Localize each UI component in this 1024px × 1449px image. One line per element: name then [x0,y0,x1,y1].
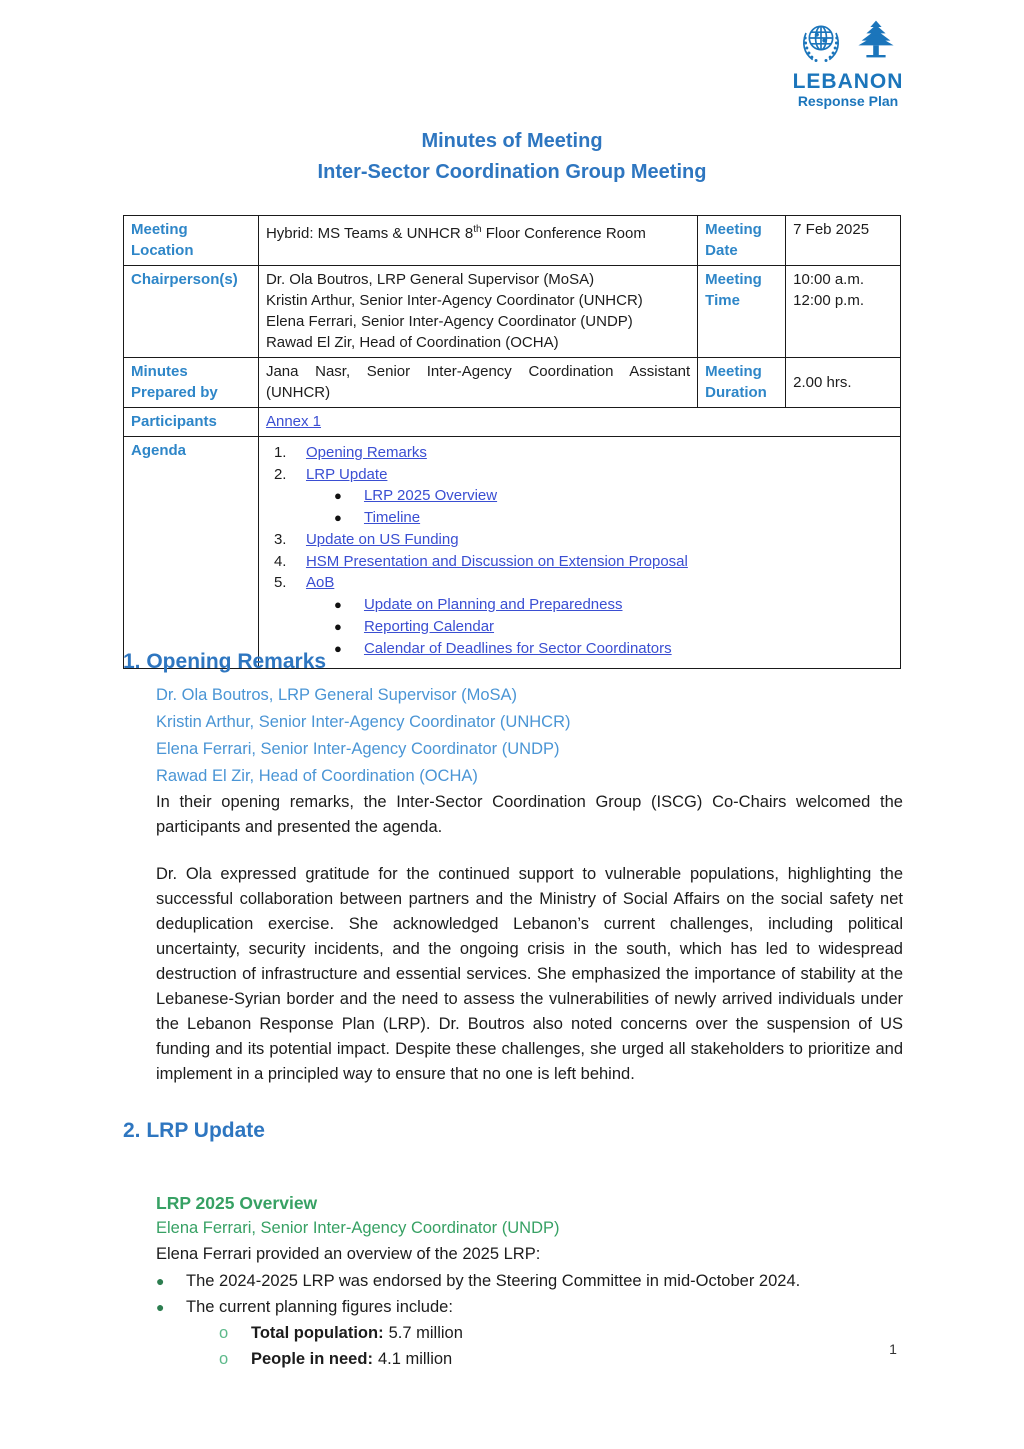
participants-value [258,408,900,437]
lrp-overview-subheading: LRP 2025 Overview [156,1193,318,1213]
participants-label: Participants [124,408,259,437]
speaker-line: Rawad El Zir, Head of Coordination (OCHA) [156,767,478,785]
bullet-icon: ● [333,488,342,503]
document-title-line2: Inter-Sector Coordination Group Meeting [317,161,707,183]
chairperson-line: Elena Ferrari, Senior Inter-Agency Coordinator (UNDP) [265,313,633,330]
location-text: Hybrid: MS Teams & UNHCR 8 [265,225,474,242]
meeting-date-label: Meeting Date [698,216,786,266]
annex1-link[interactable]: Annex 1 [265,413,322,430]
minutes-prepared-label: Minutes Prepared by [124,358,259,408]
chairperson-line: Rawad El Zir, Head of Coordination (OCHA) [265,334,559,351]
circle-bullet-icon: o [219,1350,229,1368]
agenda-link-planning-preparedness[interactable]: Update on Planning and Preparedness [363,595,623,613]
agenda-link-lrp-2025-overview[interactable]: LRP 2025 Overview [363,487,498,504]
meeting-date-value: 7 Feb 2025 [786,216,901,266]
bullet-icon: ● [156,1299,165,1315]
chairpersons-value [258,266,697,358]
agenda-subitem [266,594,893,616]
document-body [123,648,903,1372]
table-row-agenda [124,437,901,669]
agenda-link-aob[interactable]: AoB [305,574,335,591]
lrp-overview-intro: Elena Ferrari provided an overview of the 2025 LRP: [156,1245,541,1263]
figure-label: Total population: [251,1324,384,1342]
agenda-value [258,437,900,669]
section1-paragraph2: Dr. Ola expressed gratitude for the continued support to vulnerable populations, highlighting the successful collaboration between partners and the Ministry of Social Affairs on the social safety net deduplication exercise. She acknowledged Lebanon’s current challenges, including political uncertainty, security incidents, and the ongoing crisis in the south, which has led to widespread destruction of infrastructure and essential services. She emphasized the importance of stability at the Lebanese-Syrian border and the need to assess the vulnerabilities of newly arrived individuals under the Lebanon Response Plan (LRP). Dr. Boutros also noted concerns over the suspension of US funding and its potential impact. Despite these challenges, she urged all stakeholders to prioritize and implement in a principled way to ensure that no one is left behind. [156,865,903,1083]
agenda-link-us-funding[interactable]: Update on US Funding [305,531,459,548]
logo-icons [786,18,910,68]
minutes-prepared-value: Jana Nasr, Senior Inter-Agency Coordination Assistant (UNHCR) [258,358,697,408]
agenda-list [266,440,893,664]
planning-figure [123,1346,903,1372]
planning-figure [123,1320,903,1346]
agenda-link-deadlines-calendar[interactable]: Calendar of Deadlines for Sector Coordinators [363,639,672,657]
meeting-duration-value: 2.00 hrs. [786,358,901,408]
table-row-minutes [124,358,901,408]
agenda-item-number: 5. [273,574,287,591]
circle-bullet-icon: o [219,1324,229,1342]
speaker-line: Kristin Arthur, Senior Inter-Agency Coordinator (UNHCR) [156,713,571,731]
overview-bullet [123,1294,903,1320]
un-emblem-icon [796,18,846,68]
location-text-post: Floor Conference Room [481,225,646,242]
meeting-time-end: 12:00 p.m. [793,292,865,309]
figure-value: 4.1 million [377,1350,453,1368]
meeting-time-label: Meeting Time [698,266,786,358]
logo-title: LEBANON [792,70,904,93]
meeting-time-value [786,266,901,358]
chairperson-line: Dr. Ola Boutros, LRP General Supervisor (MoSA) [265,271,595,288]
chairperson-line: Kristin Arthur, Senior Inter-Agency Coordinator (UNHCR) [265,292,643,309]
agenda-item [266,551,893,573]
meeting-meta-table [123,215,901,669]
agenda-link-lrp-update[interactable]: LRP Update [305,465,388,483]
table-row-chairpersons [124,266,901,358]
bullet-icon: ● [333,618,342,634]
figure-label: People in need: [251,1350,373,1368]
bullet-icon: ● [333,596,342,612]
agenda-item [266,572,893,594]
speaker-line: Elena Ferrari, Senior Inter-Agency Coordinator (UNDP) [156,740,560,758]
bullet-icon: ● [156,1273,165,1289]
speaker-line: Dr. Ola Boutros, LRP General Supervisor (MoSA) [156,686,518,704]
agenda-subitem [266,507,893,529]
meeting-location-label: Meeting Location [124,216,259,266]
agenda-subitem [266,616,893,638]
section1-speakers [156,682,903,790]
agenda-link-reporting-calendar[interactable]: Reporting Calendar [363,617,495,635]
logo-subtitle: Response Plan [797,93,899,109]
agenda-link-opening-remarks[interactable]: Opening Remarks [305,444,427,461]
location-sup: th [473,224,482,235]
chairpersons-label: Chairperson(s) [124,266,259,358]
document-title [0,126,1024,188]
lrp-logo [786,18,910,109]
cedar-tree-icon [852,18,900,68]
agenda-label: Agenda [124,437,259,669]
agenda-item-number: 2. [273,465,287,483]
agenda-link-timeline[interactable]: Timeline [363,509,421,526]
meeting-time-start: 10:00 a.m. [793,271,865,288]
agenda-item [266,464,893,486]
table-row-location [124,216,901,266]
section1-heading: 1. Opening Remarks [123,650,327,673]
agenda-item-number: 3. [273,531,287,548]
lrp-overview-speaker: Elena Ferrari, Senior Inter-Agency Coordinator (UNDP) [156,1219,560,1237]
bullet-icon: ● [333,510,342,525]
table-row-participants [124,408,901,437]
agenda-link-hsm-presentation[interactable]: HSM Presentation and Discussion on Extension Proposal [305,552,688,570]
overview-bullet [123,1268,903,1294]
bullet-icon: ● [333,640,342,656]
figure-value: 5.7 million [388,1324,463,1342]
section2-heading: 2. LRP Update [123,1119,265,1142]
page-number: 1 [889,1341,897,1357]
agenda-item-number: 4. [273,552,287,570]
bullet-text: The current planning figures include: [186,1298,453,1316]
agenda-item [266,442,893,464]
meeting-duration-label: Meeting Duration [698,358,786,408]
document-title-line1: Minutes of Meeting [421,130,603,152]
agenda-item-number: 1. [273,444,287,461]
agenda-item [266,529,893,551]
section1-paragraph1: In their opening remarks, the Inter-Sector Coordination Group (ISCG) Co-Chairs welcomed the participants and presented the agenda. [156,793,903,836]
meeting-location-value [258,216,697,266]
agenda-subitem [266,485,893,507]
bullet-text: The 2024-2025 LRP was endorsed by the Steering Committee in mid-October 2024. [186,1272,801,1290]
